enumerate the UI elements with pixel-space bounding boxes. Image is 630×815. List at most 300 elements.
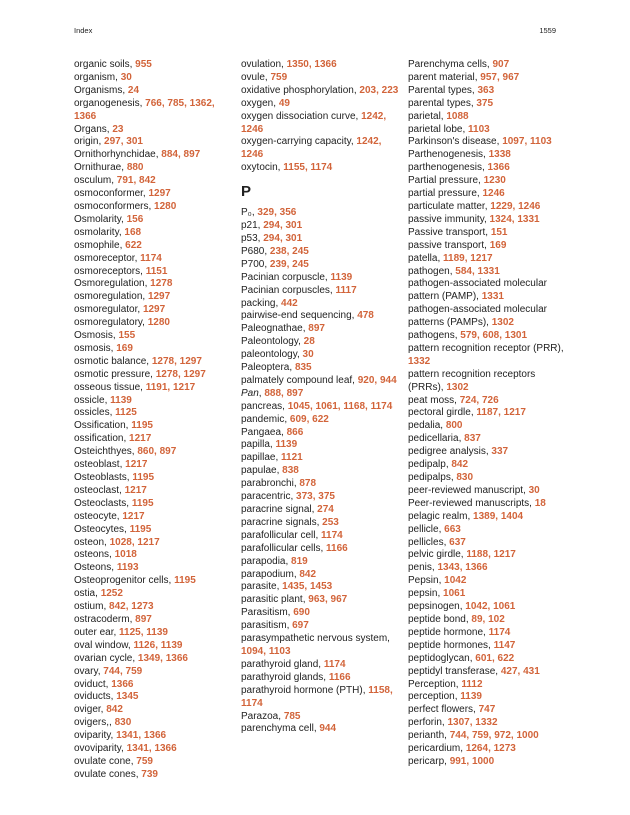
index-term: ovigers,, xyxy=(74,717,115,729)
page-reference-link[interactable]: 1324 xyxy=(489,213,512,225)
page-reference-separator: , xyxy=(120,136,127,148)
index-entry xyxy=(241,620,399,633)
page-reference-link[interactable]: 1331 xyxy=(517,213,540,225)
page-reference-link[interactable]: 1158 xyxy=(368,684,390,696)
page-reference-link[interactable]: 1345 xyxy=(116,691,139,703)
page-reference-link[interactable]: 747 xyxy=(478,704,496,716)
page-reference-link[interactable]: 1349 xyxy=(137,652,161,664)
page-reference-separator: , xyxy=(488,730,495,742)
page-reference-link[interactable]: 785 xyxy=(283,710,301,722)
index-entry xyxy=(241,310,399,323)
page-reference-link[interactable]: 223 xyxy=(381,84,399,96)
page-reference-separator: , xyxy=(286,245,293,257)
index-term: oxygen, xyxy=(241,97,279,109)
page-reference-link[interactable]: 800 xyxy=(445,420,463,432)
index-term: pellicle, xyxy=(408,523,445,535)
page-reference-link[interactable]: 1151 xyxy=(145,265,168,277)
page-reference-link[interactable]: 1139 xyxy=(460,691,482,703)
page-reference-link[interactable]: 1139 xyxy=(275,439,298,451)
page-reference-link[interactable]: 1103 xyxy=(468,123,490,135)
page-reference-link[interactable]: 967 xyxy=(502,71,520,83)
page-reference-link[interactable]: 301 xyxy=(285,220,303,232)
index-entry xyxy=(408,420,566,433)
page-reference-link[interactable]: 1435 xyxy=(282,581,305,593)
page-reference-link[interactable]: 1061 xyxy=(493,601,516,613)
page-reference-link[interactable]: 884 xyxy=(161,149,178,161)
index-term: osteon, xyxy=(74,536,110,548)
page-reference-link[interactable]: 897 xyxy=(308,323,325,335)
page-reference-link[interactable]: 907 xyxy=(492,59,510,70)
page-reference-link[interactable]: 1273 xyxy=(493,743,516,755)
page-reference-link[interactable]: 1338 xyxy=(488,149,511,161)
page-reference-link[interactable]: 1088 xyxy=(446,110,469,122)
page-reference-link[interactable]: 1195 xyxy=(132,472,155,483)
page-reference-link[interactable]: 1139 xyxy=(110,394,132,406)
page-reference-link[interactable]: 1252 xyxy=(100,588,123,600)
page-reference-link[interactable]: 151 xyxy=(490,226,508,238)
index-term: pedipalp, xyxy=(408,459,452,471)
page-reference-link[interactable]: 1139 xyxy=(330,271,353,283)
page-reference-separator: , xyxy=(482,613,489,625)
page-reference-link[interactable]: 1404 xyxy=(500,510,524,522)
index-entry xyxy=(74,704,232,717)
page-reference-link[interactable]: 1242 xyxy=(356,136,379,148)
index-term: pericarp, xyxy=(408,755,450,767)
index-entry xyxy=(408,59,566,72)
page-reference-link[interactable]: 373 xyxy=(296,491,313,503)
index-term: parapodia, xyxy=(241,555,292,567)
index-column-1 xyxy=(74,59,232,782)
page-reference-link[interactable]: 156 xyxy=(126,213,144,225)
index-entry xyxy=(241,414,399,427)
page-reference-link[interactable]: 1297 xyxy=(183,368,206,380)
index-term: papilla, xyxy=(241,439,276,451)
page-reference-link[interactable]: 1366 xyxy=(314,59,337,70)
page-reference-link[interactable]: 431 xyxy=(523,665,540,677)
page-reference-link[interactable]: 759 xyxy=(270,71,288,83)
page-reference-link[interactable]: 663 xyxy=(444,523,461,535)
page-reference-link[interactable]: 1174 xyxy=(310,162,333,174)
index-term: outer ear, xyxy=(74,626,120,638)
page-reference-link[interactable]: 584 xyxy=(455,265,472,277)
page-reference-link[interactable]: 1366 xyxy=(143,730,167,742)
page-reference-link[interactable]: 203 xyxy=(359,84,377,96)
index-entry xyxy=(74,59,232,72)
page-reference-link[interactable]: 1341 xyxy=(116,730,139,742)
page-reference-link[interactable]: 1187 xyxy=(476,407,499,419)
page-reference-link[interactable]: 1331 xyxy=(477,265,500,277)
index-entry xyxy=(408,717,566,730)
page-reference-separator: , xyxy=(510,730,517,742)
index-term: pepsinogen, xyxy=(408,601,466,613)
page-reference-link[interactable]: 785 xyxy=(167,97,185,109)
page-reference-link[interactable]: 920 xyxy=(357,374,375,386)
page-reference-link[interactable]: 301 xyxy=(126,136,143,148)
page-reference-link[interactable]: 637 xyxy=(449,536,466,548)
page-reference-link[interactable]: 1350 xyxy=(286,59,309,70)
page-reference-separator: , xyxy=(496,71,503,83)
page-reference-link[interactable]: 601 xyxy=(475,652,492,664)
page-reference-link[interactable]: 608 xyxy=(482,330,500,342)
index-entry xyxy=(408,511,566,524)
page-reference-link[interactable]: 897 xyxy=(135,613,152,625)
page-reference-link[interactable]: 375 xyxy=(318,491,335,503)
page-reference-link[interactable]: 1302 xyxy=(491,317,514,329)
index-entry xyxy=(241,685,399,711)
page-reference-link[interactable]: 1453 xyxy=(309,581,333,593)
index-entry xyxy=(408,407,566,420)
page-reference-link[interactable]: 837 xyxy=(464,433,481,445)
page-reference-link[interactable]: 102 xyxy=(488,613,505,625)
page-reference-link[interactable]: 1246 xyxy=(482,188,505,200)
page-reference-link[interactable]: 1280 xyxy=(147,317,170,329)
page-reference-link[interactable]: 375 xyxy=(476,97,494,109)
page-reference-link[interactable]: 1174 xyxy=(323,658,346,670)
page-reference-separator: , xyxy=(476,394,482,406)
index-term: perianth, xyxy=(408,730,450,742)
page-reference-link[interactable]: 1094 xyxy=(241,645,264,657)
page-reference-link[interactable]: 860 xyxy=(137,446,155,458)
index-term: osmolarity, xyxy=(74,226,125,238)
page-reference-link[interactable]: 1061 xyxy=(315,400,338,412)
page-reference-link[interactable]: 24 xyxy=(127,84,140,96)
index-term: osmoregulatory, xyxy=(74,317,148,329)
page-reference-link[interactable]: 30 xyxy=(302,349,314,361)
page-reference-link[interactable]: 1332 xyxy=(408,355,431,367)
page-reference-link[interactable]: 842 xyxy=(299,568,317,580)
index-entry xyxy=(408,459,566,472)
page-reference-link[interactable]: 1174 xyxy=(370,400,393,412)
page-reference-link[interactable]: 759 xyxy=(125,665,143,677)
page-reference-link[interactable]: 1366 xyxy=(465,562,488,574)
page-reference-link[interactable]: 238 xyxy=(269,245,287,257)
page-reference-link[interactable]: 478 xyxy=(357,310,374,322)
index-entry xyxy=(74,330,232,343)
page-reference-link[interactable]: 967 xyxy=(330,594,348,606)
page-reference-link[interactable]: 1195 xyxy=(131,420,153,432)
page-reference-separator: , xyxy=(133,175,140,187)
page-reference-link[interactable]: 1103 xyxy=(530,136,552,148)
page-reference-link[interactable]: 897 xyxy=(286,387,304,399)
page-reference-link[interactable]: 1297 xyxy=(142,304,166,316)
page-reference-link[interactable]: 1366 xyxy=(111,678,134,690)
page-reference-link[interactable]: 991 xyxy=(449,755,467,767)
page-reference-link[interactable]: 1332 xyxy=(475,717,498,729)
page-reference-separator: , xyxy=(469,717,476,729)
page-reference-link[interactable]: 842 xyxy=(109,601,126,613)
page-reference-link[interactable]: 1302 xyxy=(446,381,469,393)
page-reference-link[interactable]: 1217 xyxy=(503,407,526,419)
page-reference-link[interactable]: 726 xyxy=(481,394,499,406)
page-reference-link[interactable]: 1278 xyxy=(150,278,173,290)
page-reference-link[interactable]: 888 xyxy=(264,387,282,399)
page-reference-link[interactable]: 1188 xyxy=(466,549,489,561)
index-entry xyxy=(74,317,232,330)
page-reference-link[interactable]: 897 xyxy=(183,149,201,161)
page-reference-link[interactable]: 622 xyxy=(125,239,142,251)
page-reference-link[interactable]: 838 xyxy=(282,465,299,477)
page-reference-link[interactable]: 830 xyxy=(456,472,474,483)
index-entry xyxy=(74,769,232,782)
page-reference-link[interactable]: 766 xyxy=(145,97,162,109)
index-entry xyxy=(241,504,399,517)
index-entry xyxy=(74,627,232,640)
page-reference-link[interactable]: 363 xyxy=(477,84,495,96)
page-reference-link[interactable]: 155 xyxy=(118,330,136,342)
index-entry xyxy=(241,581,399,594)
page-reference-link[interactable]: 1217 xyxy=(493,549,516,561)
index-term: osteoclast, xyxy=(74,484,125,496)
page-reference-link[interactable]: 28 xyxy=(303,336,315,348)
index-term: osmoreceptor, xyxy=(74,252,141,264)
page-reference-link[interactable]: 1147 xyxy=(493,639,516,651)
page-reference-link[interactable]: 1362 xyxy=(189,97,212,109)
page-reference-link[interactable]: 1189 xyxy=(443,252,465,264)
page-reference-link[interactable]: 842 xyxy=(106,704,123,716)
page-reference-link[interactable]: 622 xyxy=(312,413,329,425)
page-reference-link[interactable]: 955 xyxy=(135,59,152,70)
page-reference-separator: , xyxy=(464,252,471,264)
index-entry xyxy=(241,162,399,175)
page-reference-link[interactable]: 168 xyxy=(124,226,142,238)
page-reference-link[interactable]: 294 xyxy=(263,232,280,244)
index-entry xyxy=(241,723,399,736)
page-reference-link[interactable]: 842 xyxy=(451,459,469,471)
page-reference-separator: , xyxy=(155,639,161,651)
page-reference-link[interactable]: 1297 xyxy=(147,291,171,303)
page-reference-link[interactable]: 1366 xyxy=(74,110,97,122)
page-reference-separator: , xyxy=(119,665,126,677)
page-reference-link[interactable]: 1278 xyxy=(155,368,178,380)
page-reference-link[interactable]: 1125 xyxy=(119,626,141,638)
page-reference-link[interactable]: 1174 xyxy=(241,697,263,709)
page-reference-link[interactable]: 1217 xyxy=(124,484,147,496)
page-reference-link[interactable]: 274 xyxy=(317,504,334,515)
index-term: parasite, xyxy=(241,581,283,593)
page-reference-link[interactable]: 18 xyxy=(534,497,546,509)
page-reference-link[interactable]: 1126 xyxy=(133,639,156,651)
page-reference-link[interactable]: 1278 xyxy=(151,355,175,367)
page-reference-link[interactable]: 1155 xyxy=(283,162,305,174)
page-reference-link[interactable]: 1174 xyxy=(488,626,511,638)
page-reference-link[interactable]: 1168 xyxy=(343,400,366,412)
index-entry xyxy=(408,575,566,588)
page-reference-link[interactable]: 1366 xyxy=(154,743,177,755)
page-reference-link[interactable]: 579 xyxy=(460,330,477,342)
page-reference-link[interactable]: 1280 xyxy=(154,200,177,212)
page-reference-link[interactable]: 866 xyxy=(286,426,304,438)
page-reference-link[interactable]: 944 xyxy=(319,723,337,735)
index-term: osteoblast, xyxy=(74,459,126,471)
page-reference-link[interactable]: 1018 xyxy=(114,549,137,561)
page-reference-link[interactable]: 690 xyxy=(293,607,310,619)
page-reference-separator: , xyxy=(131,536,138,548)
page-reference-link[interactable]: 356 xyxy=(279,207,297,219)
index-entry xyxy=(74,459,232,472)
index-entry xyxy=(74,433,232,446)
page-reference-link[interactable]: 294 xyxy=(263,220,280,232)
page-reference-link[interactable]: 897 xyxy=(159,446,177,458)
page-reference-link[interactable]: 944 xyxy=(379,374,397,386)
page-reference-link[interactable]: 337 xyxy=(491,446,509,458)
page-reference-link[interactable]: 1246 xyxy=(241,123,264,135)
page-reference-link[interactable]: 49 xyxy=(278,97,290,109)
index-entry xyxy=(74,175,232,188)
page-reference-link[interactable]: 1117 xyxy=(335,284,357,296)
page-reference-link[interactable]: 1301 xyxy=(504,330,528,342)
page-reference-link[interactable]: 329 xyxy=(257,207,275,219)
page-reference-separator: , xyxy=(498,407,504,419)
page-reference-link[interactable]: 1217 xyxy=(172,381,196,393)
page-reference-link[interactable]: 1125 xyxy=(115,407,137,419)
page-reference-link[interactable]: 1195 xyxy=(131,497,154,509)
page-reference-link[interactable]: 759 xyxy=(136,755,153,767)
page-reference-link[interactable]: 1217 xyxy=(470,252,493,264)
page-reference-link[interactable]: 963 xyxy=(308,594,325,606)
index-term: organism, xyxy=(74,71,121,83)
page-reference-link[interactable]: 957 xyxy=(480,71,497,83)
index-term: ovule, xyxy=(241,71,271,83)
page-reference-link[interactable]: 1307 xyxy=(447,717,470,729)
page-reference-link[interactable]: 1191 xyxy=(145,381,168,393)
page-reference-link[interactable]: 1343 xyxy=(437,562,460,574)
index-entry xyxy=(241,362,399,375)
index-entry xyxy=(408,162,566,175)
index-entry xyxy=(74,640,232,653)
page-reference-link[interactable]: 1174 xyxy=(321,529,343,541)
page-reference-link[interactable]: 739 xyxy=(141,768,158,780)
page-reference-link[interactable]: 1174 xyxy=(140,252,162,264)
index-term: osmosis, xyxy=(74,342,117,354)
page-reference-link[interactable]: 724 xyxy=(459,394,477,406)
index-term: parabronchi, xyxy=(241,478,300,490)
index-term: Osteichthyes, xyxy=(74,446,138,458)
index-entry xyxy=(74,524,232,537)
page-reference-link[interactable]: 1341 xyxy=(126,743,149,755)
index-term: Ornithurae, xyxy=(74,162,127,174)
page-reference-link[interactable]: 1103 xyxy=(268,645,291,657)
page-reference-link[interactable]: 1297 xyxy=(179,355,202,367)
page-reference-link[interactable]: 1273 xyxy=(131,601,154,613)
index-term: ossicle, xyxy=(74,394,111,406)
page-reference-link[interactable]: 835 xyxy=(294,362,312,374)
page-reference-link[interactable]: 1217 xyxy=(122,510,145,522)
index-entry xyxy=(241,259,399,272)
page-reference-link[interactable]: 1028 xyxy=(109,536,132,548)
page-reference-link[interactable]: 301 xyxy=(285,232,303,244)
page-reference-link[interactable]: 972 xyxy=(494,730,511,742)
page-reference-link[interactable]: 89 xyxy=(471,613,483,625)
page-reference-link[interactable]: 880 xyxy=(126,162,144,174)
index-entry xyxy=(241,336,399,349)
page-reference-link[interactable]: 1166 xyxy=(328,671,351,683)
page-reference-link[interactable]: 697 xyxy=(292,620,309,632)
page-reference-link[interactable]: 819 xyxy=(291,555,308,567)
index-term: parathyroid glands, xyxy=(241,671,329,683)
index-term: pattern recognition receptor (PRR), xyxy=(408,342,564,354)
page-reference-link[interactable]: 1242 xyxy=(361,110,384,122)
page-reference-link[interactable]: 1112 xyxy=(461,678,483,690)
page-reference-link[interactable]: 30 xyxy=(528,484,540,496)
page-reference-link[interactable]: 759 xyxy=(471,730,489,742)
page-reference-link[interactable]: 622 xyxy=(497,652,515,664)
page-reference-link[interactable]: 744 xyxy=(449,730,467,742)
page-reference-link[interactable]: 830 xyxy=(114,717,132,729)
page-reference-link[interactable]: 253 xyxy=(322,516,339,528)
page-reference-link[interactable]: 1389 xyxy=(473,510,496,522)
page-reference-link[interactable]: 878 xyxy=(299,478,317,490)
page-reference-link[interactable]: 1097 xyxy=(502,136,525,148)
page-reference-link[interactable]: 1264 xyxy=(465,743,489,755)
page-reference-link[interactable]: 609 xyxy=(289,413,307,425)
index-term: peptidoglycan, xyxy=(408,652,476,664)
page-reference-link[interactable]: 1217 xyxy=(125,459,148,471)
page-reference-link[interactable]: 239 xyxy=(269,258,287,270)
page-reference-link[interactable]: 1246 xyxy=(241,149,264,161)
page-reference-link[interactable]: 427 xyxy=(500,665,518,677)
page-reference-link[interactable]: 1139 xyxy=(160,639,183,651)
index-entry xyxy=(241,607,399,620)
page-reference-link[interactable]: 1193 xyxy=(116,562,139,574)
page-reference-link[interactable]: 1217 xyxy=(129,433,152,445)
page-reference-link[interactable]: 1042 xyxy=(465,601,488,613)
index-entry xyxy=(74,562,232,575)
page-reference-link[interactable]: 1045 xyxy=(287,400,310,412)
index-entry xyxy=(74,240,232,253)
page-reference-link[interactable]: 744 xyxy=(103,665,120,677)
page-reference-link[interactable]: 1217 xyxy=(137,536,160,548)
index-entry xyxy=(74,575,232,588)
page-reference-link[interactable]: 1166 xyxy=(326,542,348,554)
page-reference-link[interactable]: 1195 xyxy=(174,575,196,587)
index-term: oxytocin, xyxy=(241,162,284,174)
page-reference-separator: , xyxy=(512,200,519,212)
index-term: parenchyma cell, xyxy=(241,723,320,735)
page-reference-link[interactable]: 1366 xyxy=(165,652,188,664)
index-term: parasitic plant, xyxy=(241,594,309,606)
page-reference-link[interactable]: 297 xyxy=(104,136,121,148)
page-reference-link[interactable]: 169 xyxy=(116,342,133,354)
page-reference-link[interactable]: 842 xyxy=(139,175,156,187)
page-reference-link[interactable]: 1297 xyxy=(148,188,171,200)
page-reference-link[interactable]: 1042 xyxy=(444,575,467,587)
page-reference-link[interactable]: 245 xyxy=(292,245,309,257)
page-reference-link[interactable]: 1061 xyxy=(443,588,466,600)
index-term: Parasitism, xyxy=(241,607,294,619)
page-reference-link[interactable]: 1195 xyxy=(129,523,152,535)
page-reference-separator: , xyxy=(324,594,331,606)
index-term: parafollicular cell, xyxy=(241,529,322,541)
page-reference-link[interactable]: 791 xyxy=(116,175,134,187)
page-reference-link[interactable]: 1366 xyxy=(487,162,510,174)
page-reference-link[interactable]: 30 xyxy=(120,71,132,83)
page-reference-link[interactable]: 442 xyxy=(281,297,298,309)
page-reference-link[interactable]: 1331 xyxy=(481,291,504,303)
page-reference-link[interactable]: 23 xyxy=(112,123,124,135)
page-reference-link[interactable]: 169 xyxy=(489,239,507,251)
page-reference-link[interactable]: 1000 xyxy=(471,755,495,767)
index-entry xyxy=(241,465,399,478)
page-reference-link[interactable]: 1121 xyxy=(281,452,303,464)
page-reference-link[interactable]: 1139 xyxy=(146,626,168,638)
page-reference-link[interactable]: 1246 xyxy=(518,200,541,212)
index-term: papillae, xyxy=(241,452,282,464)
index-term: pedigree analysis, xyxy=(408,446,492,458)
page-reference-link[interactable]: 245 xyxy=(292,258,309,270)
page-reference-link[interactable]: 1000 xyxy=(516,730,539,742)
page-reference-link[interactable]: 1230 xyxy=(483,175,506,187)
page-reference-link[interactable]: 1229 xyxy=(490,200,513,212)
